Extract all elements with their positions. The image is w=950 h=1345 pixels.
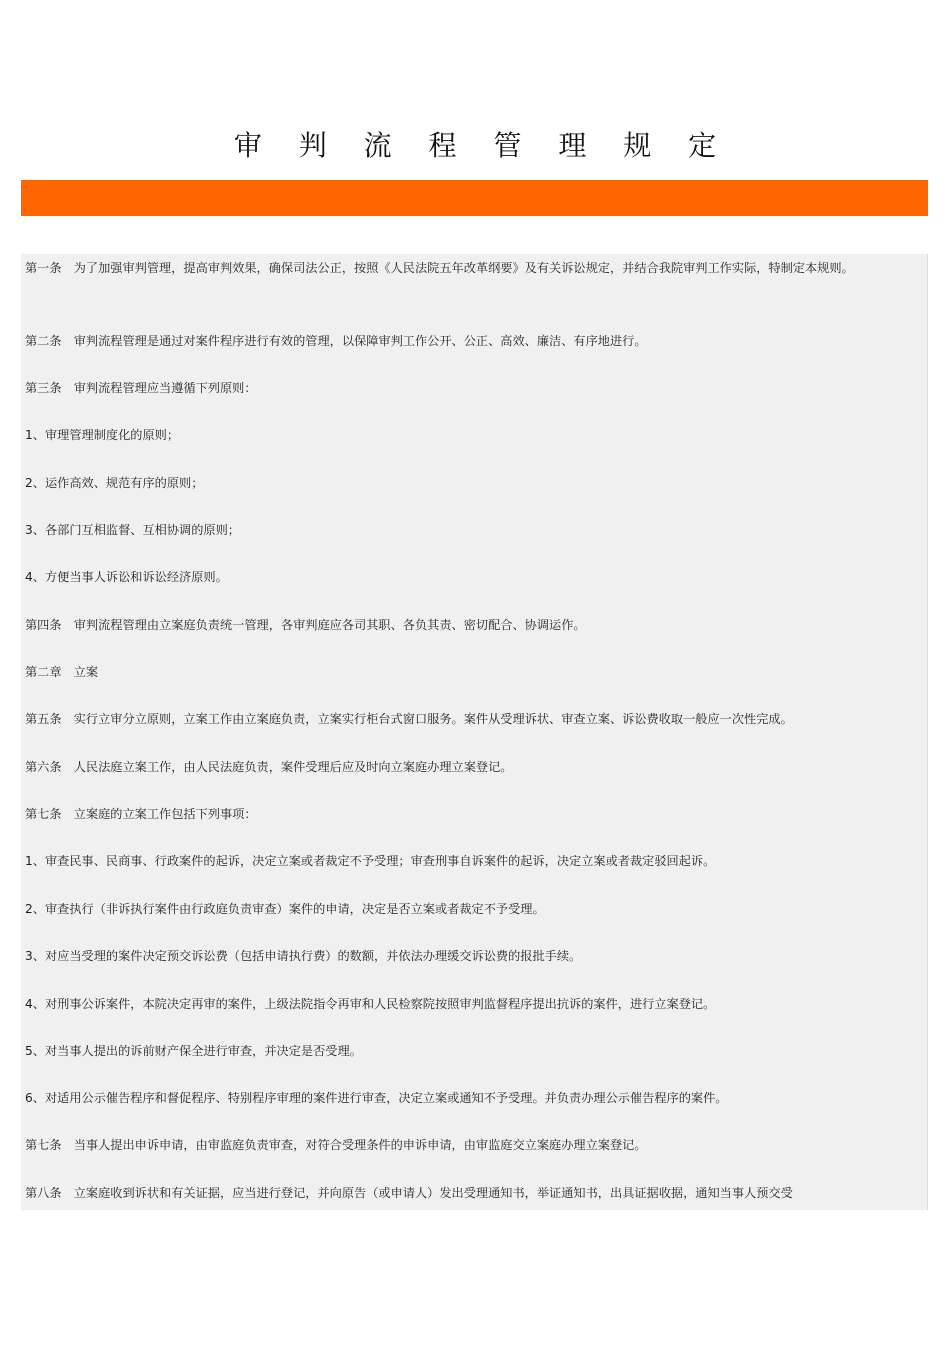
paragraph-article-6: 第六条 人民法庭立案工作，由人民法庭负责，案件受理后应及时向立案庭办理立案登记。 [25, 760, 513, 774]
paragraph-item-2: 2、审查执行（非诉执行案件由行政庭负责审查）案件的申请，决定是否立案或者裁定不予受理。 [25, 902, 545, 916]
paragraph-article-1: 第一条 为了加强审判管理，提高审判效果，确保司法公正，按照《人民法院五年改革纲要》及有关诉讼规定，并结合我院审判工作实际，特制定本规则。 [25, 261, 854, 275]
paragraph-item-3: 3、对应当受理的案件决定预交诉讼费（包括申请执行费）的数额，并依法办理缓交诉讼费的报批手续。 [25, 949, 582, 963]
document-title: 审 判 流 程 管 理 规 定 [233, 129, 731, 162]
paragraph-article-3: 第三条 审判流程管理应当遵循下列原则： [25, 381, 257, 395]
paragraph-item-1: 1、审查民事、民商事、行政案件的起诉，决定立案或者裁定不予受理；审查刑事自诉案件的起诉，决定立案或者裁定驳回起诉。 [25, 854, 716, 868]
paragraph-article-7b: 第七条 当事人提出申诉申请，由审监庭负责审查，对符合受理条件的申诉申请，由审监庭交立案庭办理立案登记。 [25, 1138, 647, 1152]
paragraph-article-4: 第四条 审判流程管理由立案庭负责统一管理，各审判庭应各司其职、各负其责、密切配合、协调运作。 [25, 618, 586, 632]
paragraph-principle-4: 4、方便当事人诉讼和诉讼经济原则。 [25, 570, 228, 584]
paragraph-article-5: 第五条 实行立审分立原则，立案工作由立案庭负责，立案实行柜台式窗口服务。案件从受理诉状、审查立案、诉讼费收取一般应一次性完成。 [25, 712, 793, 726]
paragraph-article-2: 第二条 审判流程管理是通过对案件程序进行有效的管理，以保障审判工作公开、公正、高效、廉洁、有序地进行。 [25, 334, 647, 348]
header-accent-bar [21, 180, 928, 216]
paragraph-article-7: 第七条 立案庭的立案工作包括下列事项： [25, 807, 257, 821]
paragraph-item-5: 5、对当事人提出的诉前财产保全进行审查，并决定是否受理。 [25, 1044, 362, 1058]
paragraph-principle-2: 2、运作高效、规范有序的原则； [25, 476, 204, 490]
paragraph-principle-3: 3、各部门互相监督、互相协调的原则； [25, 523, 240, 537]
paragraph-article-8: 第八条 立案庭收到诉状和有关证据，应当进行登记，并向原告（或申请人）发出受理通知书，举证通知书，出具证据收据，通知当事人预交受 [25, 1186, 793, 1200]
paragraph-principle-1: 1、审理管理制度化的原则； [25, 428, 180, 442]
paragraph-item-6: 6、对适用公示催告程序和督促程序、特别程序审理的案件进行审查，决定立案或通知不予受理。并负责办理公示催告程序的案件。 [25, 1091, 728, 1105]
chapter-heading: 第二章 立案 [25, 665, 99, 679]
paragraph-item-4: 4、对刑事公诉案件，本院决定再审的案件，上级法院指令再审和人民检察院按照审判监督程序提出抗诉的案件，进行立案登记。 [25, 997, 716, 1011]
content-panel [21, 254, 928, 1210]
